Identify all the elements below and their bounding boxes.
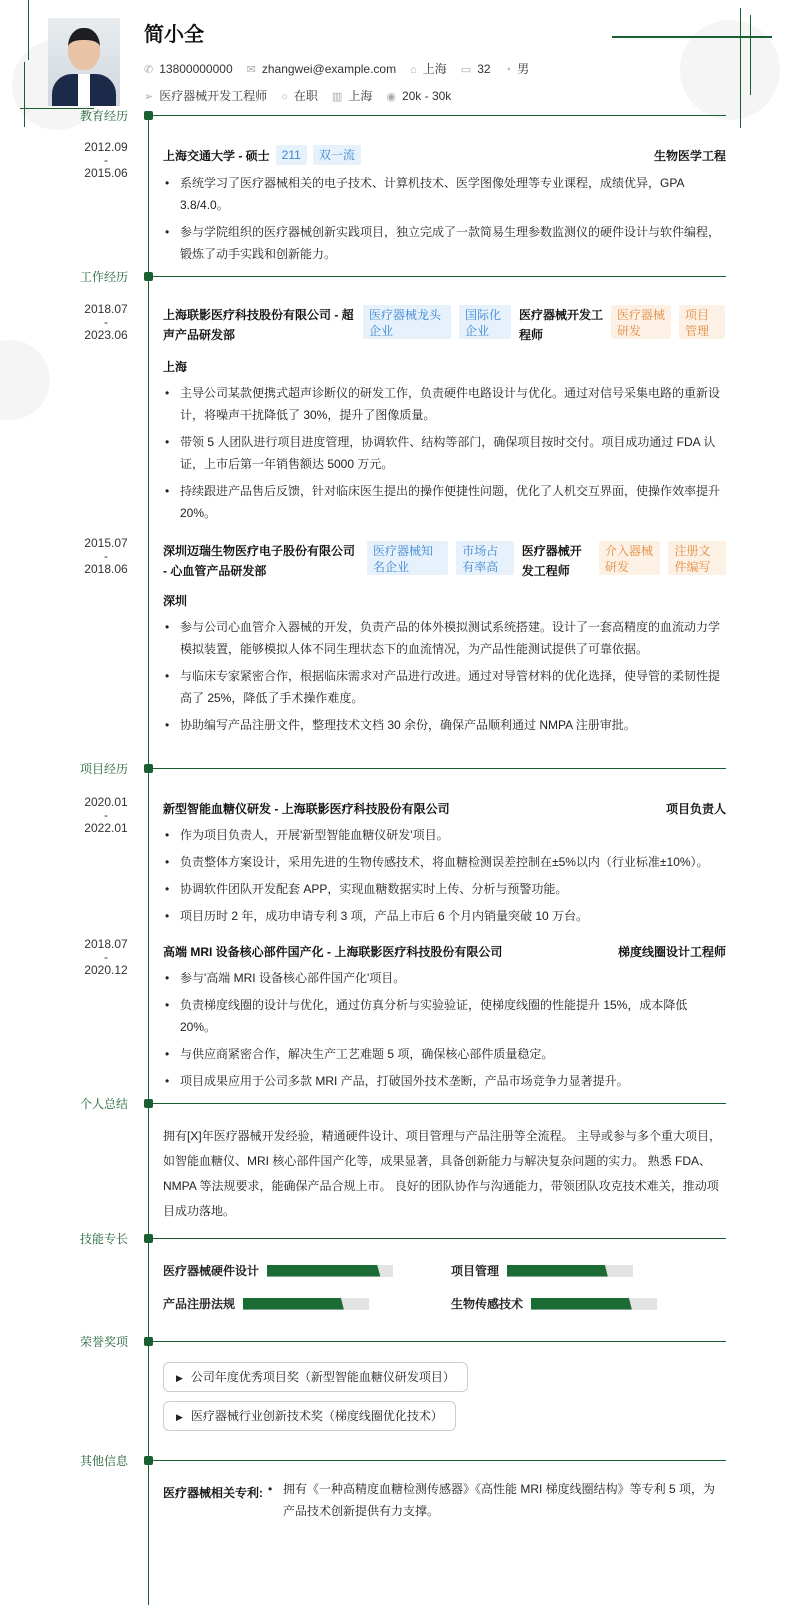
list-item: • 项目成果应用于公司多款 MRI 产品，打破国外技术垄断，产品市场竞争力显著提升。 bbox=[163, 1070, 726, 1092]
skill-item bbox=[451, 1295, 657, 1312]
list-item: • 持续跟进产品售后反馈，针对临床医生提出的操作便捷性问题，优化了人机交互界面，使操作效率提升 20%。 bbox=[163, 480, 726, 524]
decor-circle bbox=[680, 20, 780, 120]
list-item: • 与供应商紧密合作，解决生产工艺难题 5 项，确保核心部件质量稳定。 bbox=[163, 1043, 726, 1065]
section-work bbox=[0, 270, 794, 284]
divider bbox=[150, 1341, 726, 1342]
list-item: • 负责梯度线圈的设计与优化，通过仿真分析与实验验证，使梯度线圈的性能提升 15%，成本降低 20%。 bbox=[163, 994, 726, 1038]
list-item: • 负责整体方案设计，采用先进的生物传感技术，将血糖检测误差控制在±5%以内（行业标准±10%）。 bbox=[163, 851, 726, 873]
work-bullets bbox=[163, 382, 726, 529]
section-skills bbox=[0, 1232, 794, 1246]
section-awards bbox=[0, 1335, 794, 1349]
tag: 211 bbox=[276, 145, 307, 165]
divider bbox=[150, 115, 726, 116]
gender: 男 bbox=[517, 62, 530, 76]
award-text: 医疗器械行业创新技术奖（梯度线圈优化技术） bbox=[190, 1409, 443, 1423]
work-header bbox=[163, 541, 726, 581]
status-icon: ○ bbox=[281, 91, 288, 103]
section-title: 项目经历 bbox=[79, 762, 128, 776]
project-bullets bbox=[163, 967, 726, 1097]
role: 医疗器械开发工程师 bbox=[521, 544, 582, 578]
section-education bbox=[0, 109, 794, 123]
company: 上海联影医疗科技股份有限公司 - 超声产品研发部 bbox=[163, 308, 354, 342]
list-item: • 协助编写产品注册文件，整理技术文档 30 余份，确保产品顺利通过 NMPA 注册审批。 bbox=[163, 714, 726, 736]
list-item: • 参与公司心血管介入器械的开发，负责产品的体外模拟测试系统搭建。设计了一套高精度的血流动力学模拟装置，能够模拟人体不同生理状态下的血流情况，为产品性能测试提供了可靠依据。 bbox=[163, 616, 726, 660]
work-bullets bbox=[163, 616, 726, 741]
skill-tag: 介入器械研发 bbox=[599, 541, 660, 575]
skill-name: 产品注册法规 bbox=[163, 1297, 236, 1311]
skill-bar bbox=[531, 1298, 657, 1310]
section-title: 工作经历 bbox=[79, 270, 128, 284]
tag: 医疗器械龙头企业 bbox=[363, 305, 451, 339]
divider bbox=[150, 768, 726, 769]
major: 生物医学工程 bbox=[653, 148, 726, 163]
school: 上海交通大学 - 硕士 bbox=[163, 148, 270, 163]
skill-name: 医疗器械硬件设计 bbox=[163, 1264, 260, 1278]
date-range: 2015.07 - 2018.06 bbox=[84, 536, 128, 576]
section-title: 其他信息 bbox=[79, 1454, 128, 1468]
tag: 医疗器械知名企业 bbox=[367, 541, 448, 575]
age: 32 bbox=[477, 61, 491, 76]
decor-line bbox=[750, 15, 751, 95]
building-icon: ▥ bbox=[331, 91, 343, 103]
tag: 双一流 bbox=[313, 145, 361, 165]
summary-text: 拥有[X]年医疗器械开发经验，精通硬件设计、项目管理与产品注册等全流程。 主导或参与多个重大项目，如智能血糖仪、MRI 核心部件国产化等，成果显著，具备创新能力与解决复杂问题的实力。 熟悉 FDA、NMPA 等法规要求，能确保产品合规上市。 良好的团队协作与沟通能力，带领团队攻克技术难关，推动项目成功落地。 bbox=[163, 1129, 722, 1218]
award-item[interactable] bbox=[163, 1362, 468, 1392]
send-icon: ➢ bbox=[144, 91, 154, 103]
project-title: 新型智能血糖仪研发 - 上海联影医疗科技股份有限公司 bbox=[163, 802, 450, 816]
list-item: • 主导公司某款便携式超声诊断仪的研发工作，负责硬件电路设计与优化。通过对信号采集电路的重新设计，将噪声干扰降低了 30%，提升了图像质量。 bbox=[163, 382, 726, 426]
divider bbox=[150, 1238, 726, 1239]
project-title: 高端 MRI 设备核心部件国产化 - 上海联影医疗科技股份有限公司 bbox=[163, 945, 503, 959]
mail-icon: ✉ bbox=[246, 63, 256, 76]
location: 上海 bbox=[422, 62, 447, 76]
salary: 20k - 30k bbox=[401, 88, 452, 103]
skill-tag: 注册文件编写 bbox=[668, 541, 726, 575]
section-title: 技能专长 bbox=[79, 1232, 128, 1246]
position: 医疗器械开发工程师 bbox=[159, 89, 268, 103]
skill-item bbox=[163, 1262, 393, 1279]
section-other bbox=[0, 1454, 794, 1468]
skill-bar-fill bbox=[531, 1298, 632, 1310]
caret-right-icon: ▶ bbox=[176, 1373, 183, 1383]
work-header bbox=[163, 305, 726, 345]
education-bullets bbox=[163, 172, 726, 270]
divider bbox=[150, 1460, 726, 1461]
list-item: • 与临床专家紧密合作，根据临床需求对产品进行改进。通过对导管材料的优化选择，使导管的柔韧性提高了 25%，降低了手术操作难度。 bbox=[163, 665, 726, 709]
skill-bar bbox=[507, 1265, 633, 1277]
work-city: 深圳 bbox=[163, 594, 188, 608]
project-role: 梯度线圈设计工程师 bbox=[617, 945, 726, 959]
list-item: • 项目历时 2 年，成功申请专利 3 项，产品上市后 6 个月内销量突破 10 万台。 bbox=[163, 905, 726, 927]
skill-item bbox=[451, 1262, 633, 1279]
date-range: 2018.07 - 2020.12 bbox=[84, 937, 128, 977]
skill-item bbox=[163, 1295, 369, 1312]
candidate-name: 简小全 bbox=[144, 24, 204, 46]
skill-bar bbox=[243, 1298, 369, 1310]
list-item: • 协调软件团队开发配套 APP，实现血糖数据实时上传、分析与预警功能。 bbox=[163, 878, 726, 900]
section-projects bbox=[0, 762, 794, 776]
divider bbox=[150, 276, 726, 277]
skill-bar-fill bbox=[243, 1298, 344, 1310]
avatar bbox=[48, 18, 120, 106]
gender-icon: ◔ bbox=[504, 64, 512, 76]
section-title: 教育经历 bbox=[79, 109, 128, 123]
date-range: 2018.07 - 2023.06 bbox=[84, 302, 128, 342]
role: 医疗器械开发工程师 bbox=[519, 308, 604, 342]
skill-tag: 医疗器械研发 bbox=[611, 305, 671, 339]
list-item: • 带领 5 人团队进行项目进度管理，协调软件、结构等部门，确保项目按时交付。项目成功通过 FDA 认证，上市后第一年销售额达 5000 万元。 bbox=[163, 431, 726, 475]
skill-bar-fill bbox=[267, 1265, 380, 1277]
decor-line bbox=[28, 0, 29, 60]
list-item: • 作为项目负责人，开展'新型智能血糖仪研发'项目。 bbox=[163, 824, 726, 846]
caret-right-icon: ▶ bbox=[176, 1412, 183, 1422]
tag: 国际化企业 bbox=[459, 305, 511, 339]
award-item[interactable] bbox=[163, 1401, 456, 1431]
work-city: 上海 bbox=[163, 360, 188, 374]
project-bullets bbox=[163, 824, 726, 932]
project-role: 项目负责人 bbox=[665, 802, 726, 816]
skill-bar bbox=[267, 1265, 393, 1277]
section-summary bbox=[0, 1097, 794, 1111]
award-text: 公司年度优秀项目奖（新型智能血糖仪研发项目） bbox=[190, 1370, 455, 1384]
date-range: 2020.01 - 2022.01 bbox=[84, 795, 128, 835]
list-item: • 参与学院组织的医疗器械创新实践项目，独立完成了一款简易生理参数监测仪的硬件设计与软件编程，锻炼了动手实践和创新能力。 bbox=[163, 221, 726, 265]
phone: 13800000000 bbox=[159, 61, 233, 76]
city: 上海 bbox=[348, 89, 373, 103]
contact-row bbox=[144, 60, 529, 77]
section-title: 荣誉奖项 bbox=[79, 1335, 128, 1349]
project-header bbox=[163, 800, 726, 817]
tag: 市场占有率高 bbox=[456, 541, 514, 575]
job-row bbox=[144, 87, 451, 104]
list-item: • 参与'高端 MRI 设备核心部件国产化'项目。 bbox=[163, 967, 726, 989]
other-bullets bbox=[266, 1478, 726, 1527]
skill-bar-fill bbox=[507, 1265, 608, 1277]
education-header bbox=[163, 145, 726, 165]
salary-icon: ◉ bbox=[386, 90, 396, 103]
list-item: • 系统学习了医疗器械相关的电子技术、计算机技术、医学图像处理等专业课程，成绩优异，GPA 3.8/4.0。 bbox=[163, 172, 726, 216]
list-item: • 拥有《一种高精度血糖检测传感器》《高性能 MRI 梯度线圈结构》等专利 5 项，为产品技术创新提供有力支撑。 bbox=[266, 1478, 726, 1522]
timeline bbox=[148, 114, 149, 1605]
email[interactable]: zhangwei@example.com bbox=[261, 61, 397, 76]
other-label: 医疗器械相关专利: bbox=[163, 1486, 263, 1500]
skill-tag: 项目管理 bbox=[679, 305, 725, 339]
company: 深圳迈瑞生物医疗电子股份有限公司 - 心血管产品研发部 bbox=[163, 544, 356, 578]
divider bbox=[150, 1103, 726, 1104]
date-range: 2012.09 - 2015.06 bbox=[84, 140, 128, 180]
skill-name: 生物传感技术 bbox=[451, 1297, 524, 1311]
decor-line bbox=[612, 36, 772, 38]
status: 在职 bbox=[293, 89, 318, 103]
home-icon: ⌂ bbox=[410, 64, 417, 76]
section-title: 个人总结 bbox=[79, 1097, 128, 1111]
decor-circle bbox=[0, 340, 50, 420]
project-header bbox=[163, 943, 726, 960]
phone-icon: ✆ bbox=[144, 63, 154, 76]
age-icon: ▭ bbox=[460, 63, 472, 76]
skill-name: 项目管理 bbox=[451, 1264, 500, 1278]
